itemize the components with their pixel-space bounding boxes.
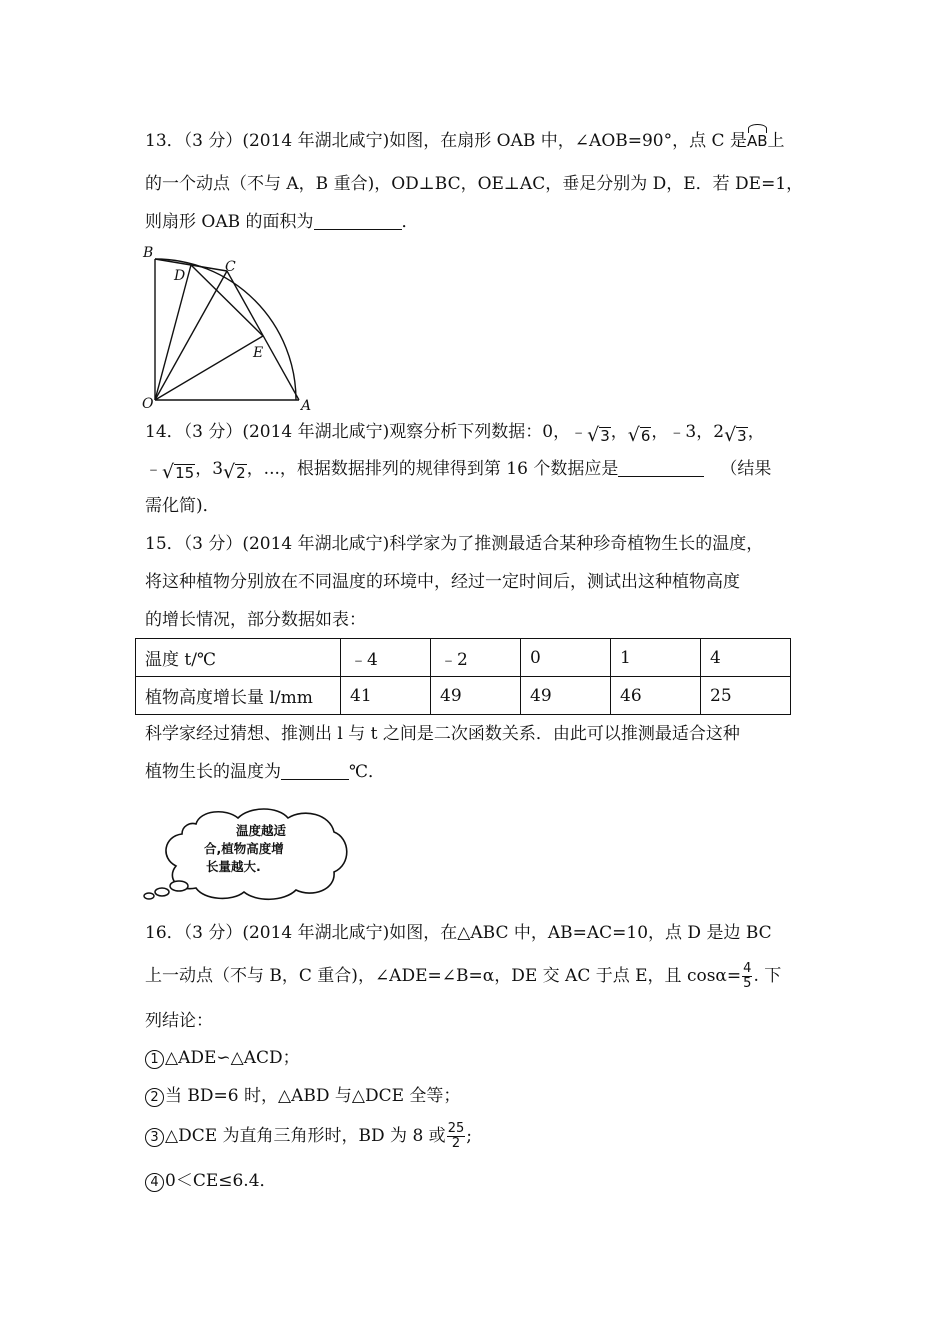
cloud-bubble [170, 881, 188, 891]
table-cell: 41 [341, 677, 431, 715]
sqrt-6: √ 6 [627, 424, 651, 446]
table-cell: 1 [611, 639, 701, 677]
q13-answer-blank[interactable] [314, 211, 402, 230]
table-cell: 4 [701, 639, 791, 677]
q15-line-2: 将这种植物分别放在不同温度的环境中，经过一定时间后，测试出这种植物高度 [145, 572, 740, 592]
cloud-text: 温度越适 [236, 823, 287, 838]
q14-question: ，...，根据数据排列的规律得到第 16 个数据应是 [246, 459, 619, 479]
q13-question: 则扇形 OAB 的面积为 [145, 212, 314, 232]
circled-number-1: 1 [145, 1050, 164, 1069]
q14-terms: ﹣3，2 [668, 422, 725, 442]
q14-coef: ，3 [195, 459, 224, 479]
table-row [136, 677, 791, 715]
table-header-cell: 温度 t/℃ [136, 639, 341, 677]
label-c: C [225, 259, 236, 275]
q16-line-3: 列结论： [145, 1011, 213, 1031]
table-cell: ﹣2 [431, 639, 521, 677]
q15-line-1: 15．（3 分）(2014 年湖北咸宁)科学家为了推测最适合某种珍奇植物生长的温度， [145, 534, 764, 554]
sqrt-3-b: √ 3 [724, 424, 747, 446]
q13-sector-figure [138, 240, 318, 412]
circled-number-4: 4 [145, 1173, 164, 1192]
q14-answer-blank[interactable] [618, 458, 704, 477]
cloud-text: 长量越大. [206, 859, 261, 874]
segment-oe [155, 336, 263, 400]
q15-data-table [135, 638, 791, 715]
q14-line-3: 需化简)． [145, 496, 220, 516]
q13-line-1 [145, 129, 785, 153]
q15-line-3: 的增长情况，部分数据如表： [145, 610, 366, 630]
q13-line-3 [145, 210, 419, 234]
q14-text: 14．（3 分）(2014 年湖北咸宁)观察分析下列数据：0， [145, 422, 571, 442]
table-cell: 0 [521, 639, 611, 677]
table-cell: 46 [611, 677, 701, 715]
q13-text: 13．（3 分）(2014 年湖北咸宁)如图，在扇形 OAB 中，∠AOB=90°，点 C 是 [145, 131, 747, 151]
q16-conclusion-3: 3 △DCE 为直角三角形时，BD 为 8 或 $\frac{25}{2}$ ; [145, 1122, 472, 1151]
q15-line-4: 科学家经过猜想、推测出 l 与 t 之间是二次函数关系．由此可以推测最适合这种 [145, 724, 740, 744]
q15-answer-blank[interactable] [281, 761, 349, 780]
fraction-4-5: $\frac{4}{5}$ [743, 961, 752, 991]
thought-cloud [138, 804, 353, 904]
q14-note: （结果 [720, 459, 772, 479]
label-a: A [301, 398, 312, 412]
circled-number-3: 3 [145, 1128, 164, 1147]
label-e: E [253, 345, 264, 361]
q15-unit: ℃． [349, 762, 386, 782]
cloud-text: 合,植物高度增 [204, 841, 284, 856]
cloud-bubble [155, 888, 169, 896]
arc-ab-label: AB [747, 129, 768, 153]
label-o: O [142, 396, 154, 412]
q14-line-2 [145, 457, 771, 482]
table-cell: 49 [521, 677, 611, 715]
segment-od [155, 265, 191, 400]
fraction-25-2: $\frac{25}{2}$ [447, 1121, 465, 1151]
q16-conclusion-2: 2 当 BD=6 时，△ABD 与△DCE 全等； [145, 1084, 460, 1108]
q15-question: 植物生长的温度为 [145, 762, 281, 782]
segment-de [191, 265, 263, 336]
q16-line-2 [145, 962, 781, 991]
sqrt-3: √ 3 [587, 424, 610, 446]
q14-minus-sign-2: ﹣ [145, 459, 162, 479]
table-cell: 49 [431, 677, 521, 715]
label-b: B [143, 245, 154, 261]
sqrt-2: √ 2 [223, 461, 246, 483]
cloud-bubble [144, 893, 154, 899]
q13-text-end: 上 [767, 131, 785, 151]
q13-period: ． [401, 212, 419, 232]
q16-conclusion-4: 4 0＜CE≤6.4． [145, 1169, 277, 1193]
q13-line-2: 的一个动点（不与 A，B 重合)，OD⊥BC，OE⊥AC，垂足分别为 D，E．若 DE=1， [145, 174, 804, 194]
q15-line-5 [145, 760, 385, 784]
label-d: D [174, 268, 186, 284]
table-row [136, 639, 791, 677]
sqrt-15: √ 15 [162, 461, 195, 483]
q14-line-1: 14．（3 分）(2014 年湖北咸宁)观察分析下列数据：0，﹣ √ 3 ， √ 6 ，﹣3，2 √ 3 ， [145, 422, 765, 446]
table-header-cell: 植物高度增长量 l/mm [136, 677, 341, 715]
circled-number-2: 2 [145, 1088, 164, 1107]
q16-text: 上一动点（不与 B，C 重合)，∠ADE=∠B=α，DE 交 AC 于点 E，且 cosα= [145, 966, 742, 986]
q16-text-end: . 下 [753, 966, 782, 986]
table-cell: ﹣4 [341, 639, 431, 677]
q16-conclusion-1: 1 △ADE∽△ACD； [145, 1046, 300, 1070]
table-cell: 25 [701, 677, 791, 715]
q16-line-1: 16．（3 分）(2014 年湖北咸宁)如图，在△ABC 中，AB=AC=10，点 D 是边 BC [145, 923, 772, 943]
q14-minus-sign: ﹣ [570, 422, 588, 442]
